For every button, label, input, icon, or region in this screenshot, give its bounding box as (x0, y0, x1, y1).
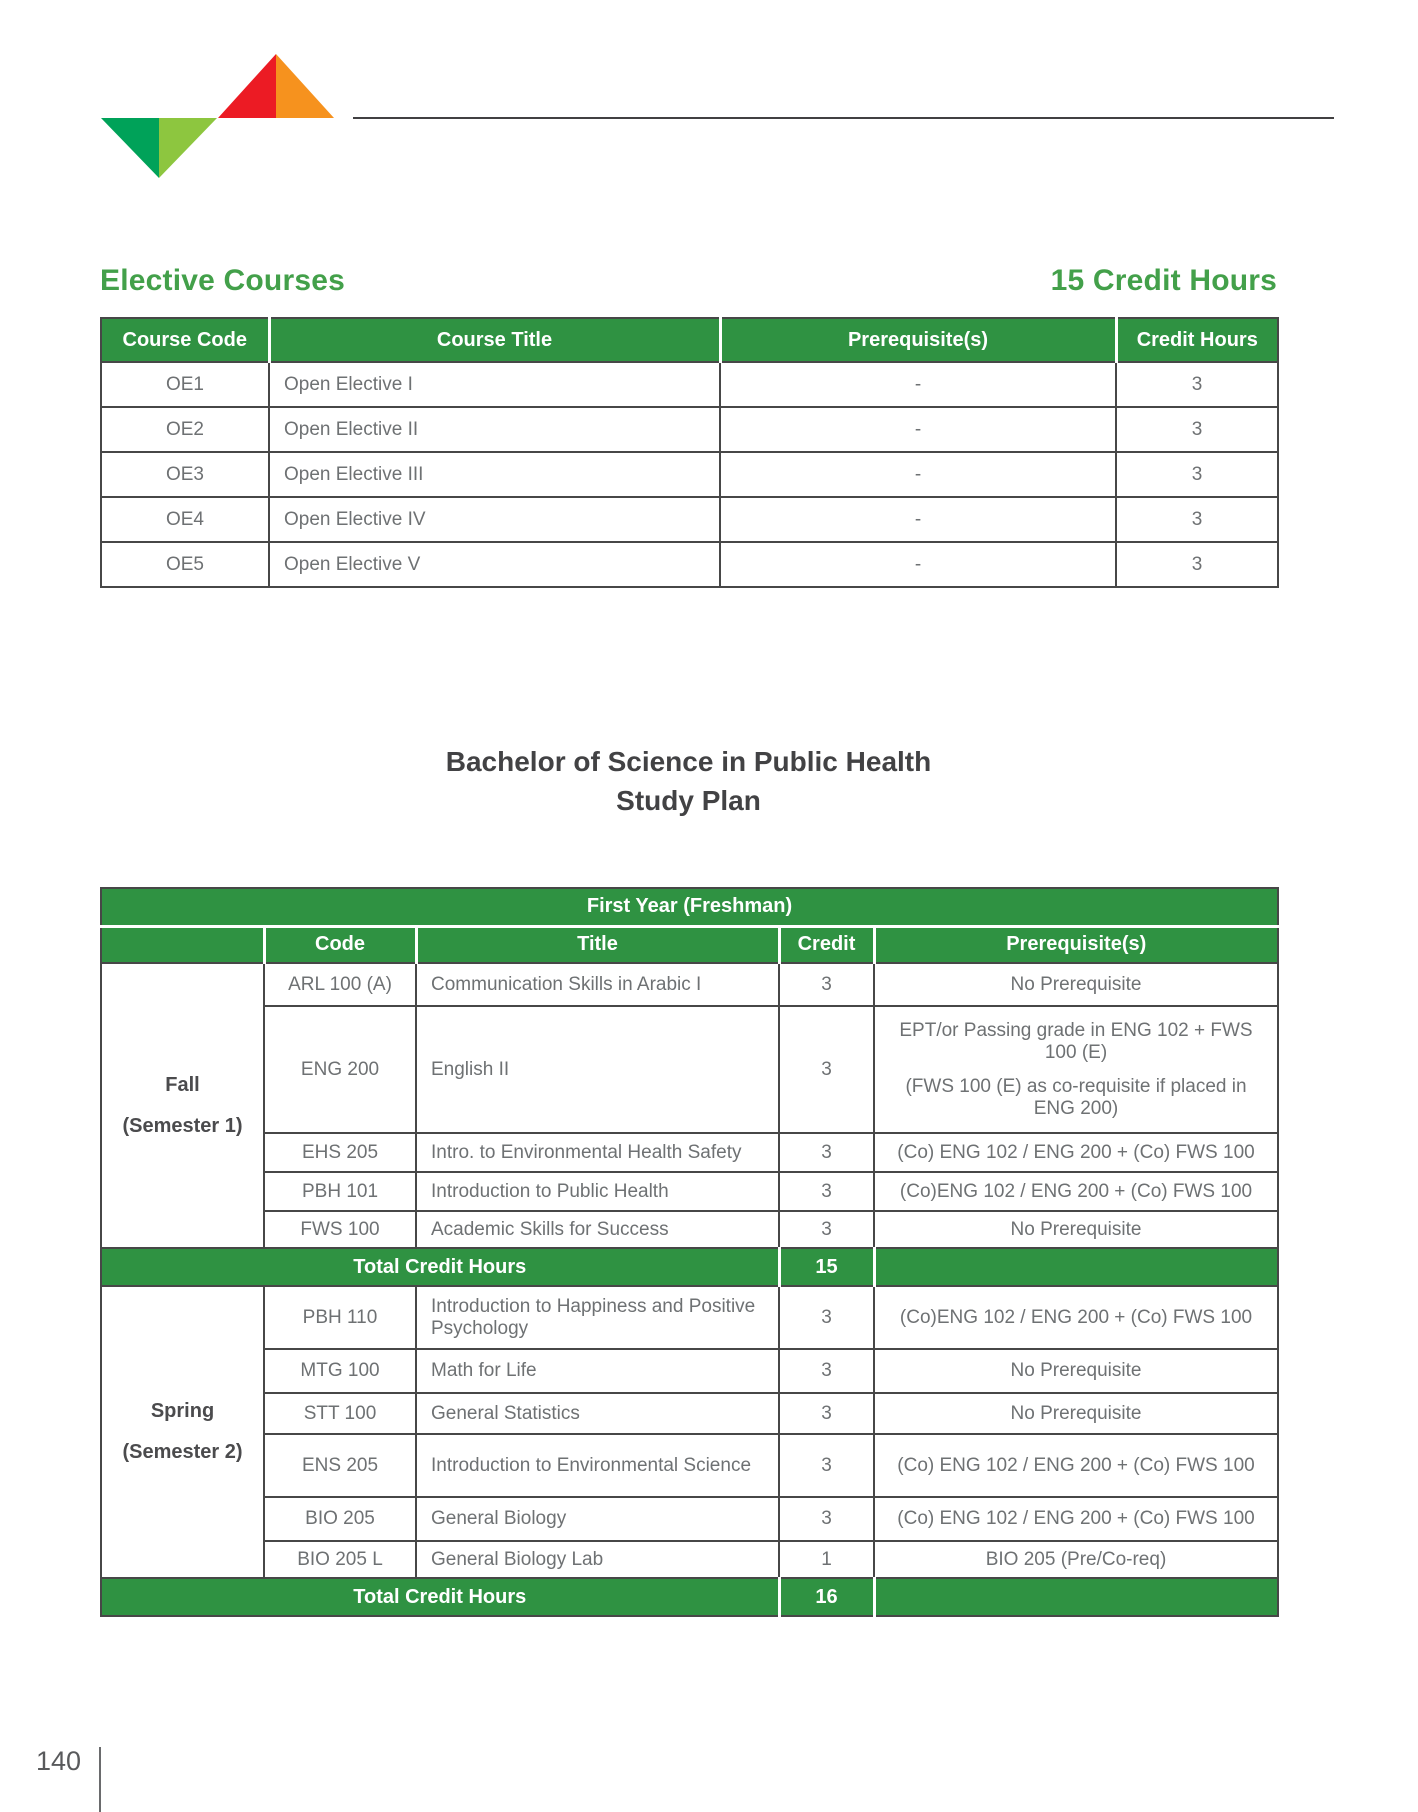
spring-total-row (101, 1578, 1278, 1616)
course-code: FWS 100 (264, 1211, 416, 1248)
course-title: Academic Skills for Success (416, 1211, 779, 1248)
course-credit: 3 (779, 1393, 874, 1434)
course-credits: 3 (1116, 407, 1278, 452)
course-row (101, 1541, 1278, 1578)
course-row (101, 1133, 1278, 1172)
course-row (101, 1286, 1278, 1349)
course-code: PBH 110 (264, 1286, 416, 1349)
year-banner-row (101, 888, 1278, 926)
col-header-credit-hours: Credit Hours (1116, 318, 1278, 362)
course-row (101, 1434, 1278, 1497)
elective-header-row (101, 318, 1278, 362)
course-code: EHS 205 (264, 1133, 416, 1172)
course-title: Intro. to Environmental Health Safety (416, 1133, 779, 1172)
course-credits: 3 (1116, 452, 1278, 497)
course-code: OE5 (101, 542, 269, 587)
course-prereq: - (720, 452, 1116, 497)
course-credit: 3 (779, 1349, 874, 1393)
course-row (101, 1172, 1278, 1211)
col-header-prerequisites: Prerequisite(s) (720, 318, 1116, 362)
course-credit: 3 (779, 963, 874, 1006)
elective-courses-heading: Elective Courses (100, 264, 345, 297)
study-plan-table (100, 887, 1279, 1617)
elective-heading-row (100, 264, 1277, 298)
course-prereq: (Co) ENG 102 / ENG 200 + (Co) FWS 100 (874, 1497, 1278, 1541)
course-title: Math for Life (416, 1349, 779, 1393)
course-code: OE2 (101, 407, 269, 452)
course-code: ENG 200 (264, 1006, 416, 1133)
fall-total-credits: 15 (779, 1248, 874, 1286)
course-prereq: (Co)ENG 102 / ENG 200 + (Co) FWS 100 (874, 1286, 1278, 1349)
course-prereq: - (720, 542, 1116, 587)
course-prereq: (Co)ENG 102 / ENG 200 + (Co) FWS 100 (874, 1172, 1278, 1211)
study-plan-title-line1: Bachelor of Science in Public Health (445, 746, 932, 777)
course-row (101, 1497, 1278, 1541)
course-prereq: - (720, 497, 1116, 542)
course-prereq: (Co) ENG 102 / ENG 200 + (Co) FWS 100 (874, 1133, 1278, 1172)
course-code: MTG 100 (264, 1349, 416, 1393)
course-code: BIO 205 L (264, 1541, 416, 1578)
col-header-semester (101, 926, 264, 963)
elective-row (101, 362, 1278, 407)
study-plan-title-line2: Study Plan (616, 785, 761, 816)
study-plan-title (100, 742, 1277, 820)
elective-row (101, 497, 1278, 542)
semester-number: (Semester 1) (122, 1114, 243, 1137)
course-prereq: - (720, 407, 1116, 452)
course-credit: 3 (779, 1211, 874, 1248)
course-row (101, 1349, 1278, 1393)
logo-red-triangle (218, 54, 276, 118)
course-credit: 3 (779, 1434, 874, 1497)
course-title: General Biology (416, 1497, 779, 1541)
semester-number: (Semester 2) (122, 1441, 243, 1463)
course-credit: 3 (779, 1286, 874, 1349)
total-credit-hours-label: Total Credit Hours (101, 1578, 779, 1616)
course-title: Communication Skills in Arabic I (416, 963, 779, 1006)
plan-header-row (101, 926, 1278, 963)
fall-total-row (101, 1248, 1278, 1286)
spring-total-credits: 16 (779, 1578, 874, 1616)
elective-credit-hours-heading: 15 Credit Hours (1050, 264, 1277, 297)
col-header-title: Title (416, 926, 779, 963)
course-code: OE1 (101, 362, 269, 407)
course-title: Open Elective I (269, 362, 720, 407)
course-title: General Statistics (416, 1393, 779, 1434)
course-code: OE3 (101, 452, 269, 497)
course-title: Introduction to Public Health (416, 1172, 779, 1211)
course-prereq: BIO 205 (Pre/Co-req) (874, 1541, 1278, 1578)
elective-row (101, 452, 1278, 497)
course-title: Open Elective V (269, 542, 720, 587)
elective-row (101, 542, 1278, 587)
col-header-course-code: Course Code (101, 318, 269, 362)
course-credit: 3 (779, 1172, 874, 1211)
course-row (101, 1393, 1278, 1434)
course-prereq: EPT/or Passing grade in ENG 102 + FWS 100 (E) (FWS 100 (E) as co-requisite if placed in ENG 200) (874, 1006, 1278, 1133)
year-banner: First Year (Freshman) (101, 888, 1278, 926)
course-credit: 3 (779, 1006, 874, 1133)
logo-orange-triangle (276, 54, 334, 118)
course-credits: 3 (1116, 542, 1278, 587)
course-credits: 3 (1116, 362, 1278, 407)
col-header-code: Code (264, 926, 416, 963)
logo-light-green-triangle (159, 118, 217, 178)
course-credits: 3 (1116, 497, 1278, 542)
course-prereq: (Co) ENG 102 / ENG 200 + (Co) FWS 100 (874, 1434, 1278, 1497)
course-code: PBH 101 (264, 1172, 416, 1211)
course-title: Open Elective III (269, 452, 720, 497)
total-credit-hours-label: Total Credit Hours (101, 1248, 779, 1286)
course-prereq: No Prerequisite (874, 963, 1278, 1006)
course-code: OE4 (101, 497, 269, 542)
course-code: BIO 205 (264, 1497, 416, 1541)
total-row-empty-cell (874, 1578, 1278, 1616)
total-row-empty-cell (874, 1248, 1278, 1286)
page-number: 140 (36, 1746, 82, 1776)
course-title: English II (416, 1006, 779, 1133)
course-title: Open Elective II (269, 407, 720, 452)
course-credit: 1 (779, 1541, 874, 1578)
course-credit: 3 (779, 1133, 874, 1172)
university-logo (98, 52, 336, 180)
col-header-credit: Credit (779, 926, 874, 963)
course-prereq: - (720, 362, 1116, 407)
logo-dark-green-triangle (101, 118, 159, 178)
course-row (101, 1211, 1278, 1248)
header-rule (353, 117, 1334, 119)
course-title: Open Elective IV (269, 497, 720, 542)
course-code: ARL 100 (A) (264, 963, 416, 1006)
course-prereq: No Prerequisite (874, 1211, 1278, 1248)
course-code: ENS 205 (264, 1434, 416, 1497)
semester-name: Spring (150, 1400, 215, 1422)
spring-semester-label (101, 1286, 264, 1578)
elective-row (101, 407, 1278, 452)
course-code: STT 100 (264, 1393, 416, 1434)
semester-name: Fall (165, 1073, 200, 1096)
course-title: Introduction to Environmental Science (416, 1434, 779, 1497)
course-title: Introduction to Happiness and Positive Psychology (416, 1286, 779, 1349)
elective-courses-table (100, 317, 1279, 588)
course-row (101, 963, 1278, 1006)
col-header-course-title: Course Title (269, 318, 720, 362)
footer-divider-line (99, 1747, 101, 1812)
course-prereq: No Prerequisite (874, 1349, 1278, 1393)
course-credit: 3 (779, 1497, 874, 1541)
course-prereq: No Prerequisite (874, 1393, 1278, 1434)
course-row (101, 1006, 1278, 1133)
course-title: General Biology Lab (416, 1541, 779, 1578)
fall-semester-label (101, 963, 264, 1248)
col-header-prerequisites: Prerequisite(s) (874, 926, 1278, 963)
